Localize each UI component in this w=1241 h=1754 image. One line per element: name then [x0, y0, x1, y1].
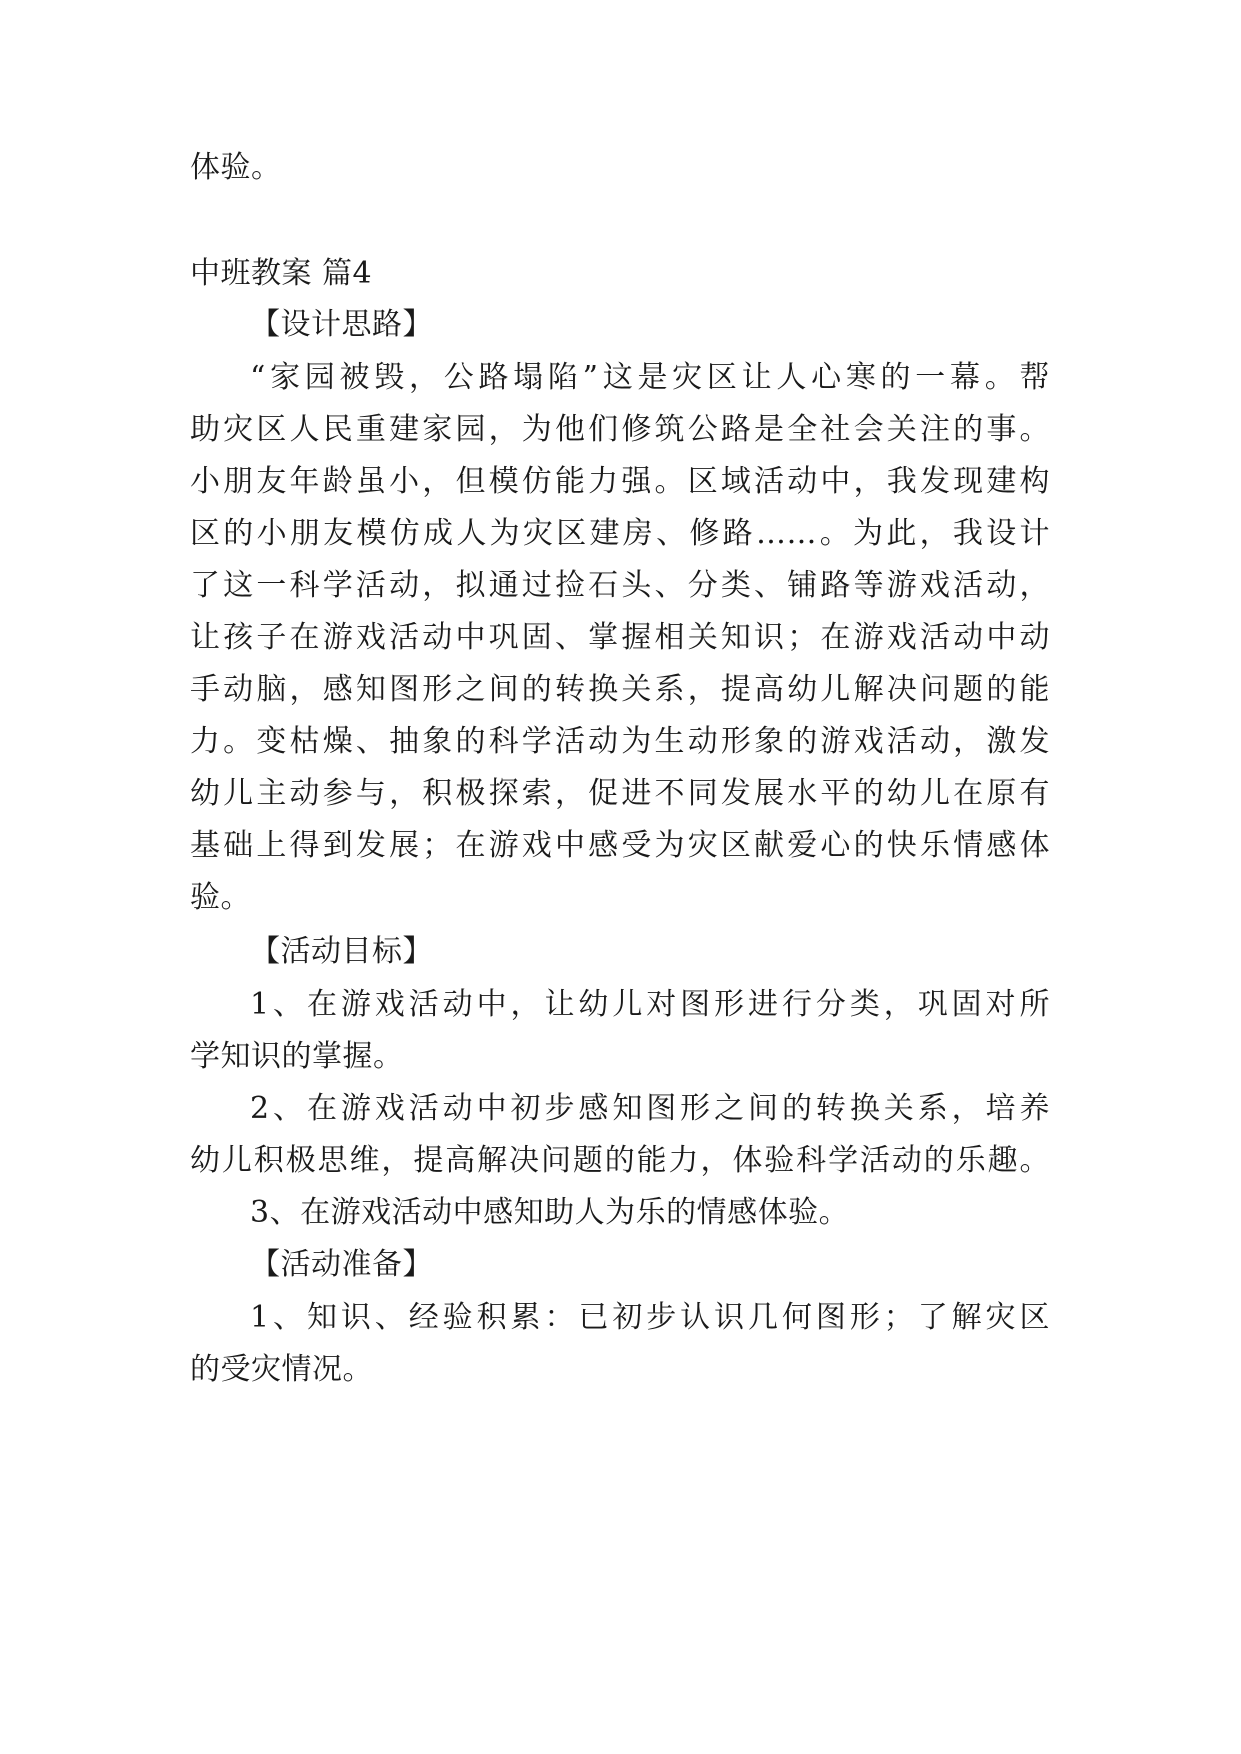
- previous-section-tail: 体验。: [190, 150, 282, 185]
- goal-line: 幼儿积极思维，提高解决问题的能力，体验科学活动的乐趣。: [190, 1143, 1050, 1178]
- goal-line: 1、在游戏活动中，让幼儿对图形进行分类，巩固对所: [250, 987, 1050, 1022]
- goal-heading: 【活动目标】: [250, 934, 433, 969]
- design-paragraph-line: “家园被毁，公路塌陷”这是灾区让人心寒的一幕。帮: [250, 360, 1050, 395]
- design-paragraph-line: 助灾区人民重建家园，为他们修筑公路是全社会关注的事。: [190, 412, 1050, 447]
- design-paragraph-line: 基础上得到发展；在游戏中感受为灾区献爱心的快乐情感体: [190, 828, 1050, 863]
- design-paragraph-line: 力。变枯燥、抽象的科学活动为生动形象的游戏活动，激发: [190, 724, 1050, 759]
- design-paragraph-line: 让孩子在游戏活动中巩固、掌握相关知识；在游戏活动中动: [190, 620, 1050, 655]
- prep-heading: 【活动准备】: [250, 1247, 433, 1282]
- prep-line: 的受灾情况。: [190, 1352, 373, 1387]
- goal-line: 学知识的掌握。: [190, 1039, 404, 1074]
- design-paragraph-line: 了这一科学活动，拟通过捡石头、分类、铺路等游戏活动，: [190, 568, 1050, 603]
- design-paragraph-line: 小朋友年龄虽小，但模仿能力强。区域活动中，我发现建构: [190, 464, 1050, 499]
- prep-line: 1、知识、经验积累：已初步认识几何图形；了解灾区: [250, 1300, 1050, 1335]
- goal-line: 2、在游戏活动中初步感知图形之间的转换关系，培养: [250, 1091, 1050, 1126]
- goal-line: 3、在游戏活动中感知助人为乐的情感体验。: [250, 1195, 850, 1230]
- design-paragraph-line: 区的小朋友模仿成人为灾区建房、修路……。为此，我设计: [190, 516, 1050, 551]
- design-paragraph-line: 手动脑，感知图形之间的转换关系，提高幼儿解决问题的能: [190, 672, 1050, 707]
- design-paragraph-line: 验。: [190, 880, 251, 915]
- design-heading: 【设计思路】: [250, 307, 433, 342]
- design-paragraph-line: 幼儿主动参与，积极探索，促进不同发展水平的幼儿在原有: [190, 776, 1050, 811]
- section-title: 中班教案 篇4: [190, 256, 373, 291]
